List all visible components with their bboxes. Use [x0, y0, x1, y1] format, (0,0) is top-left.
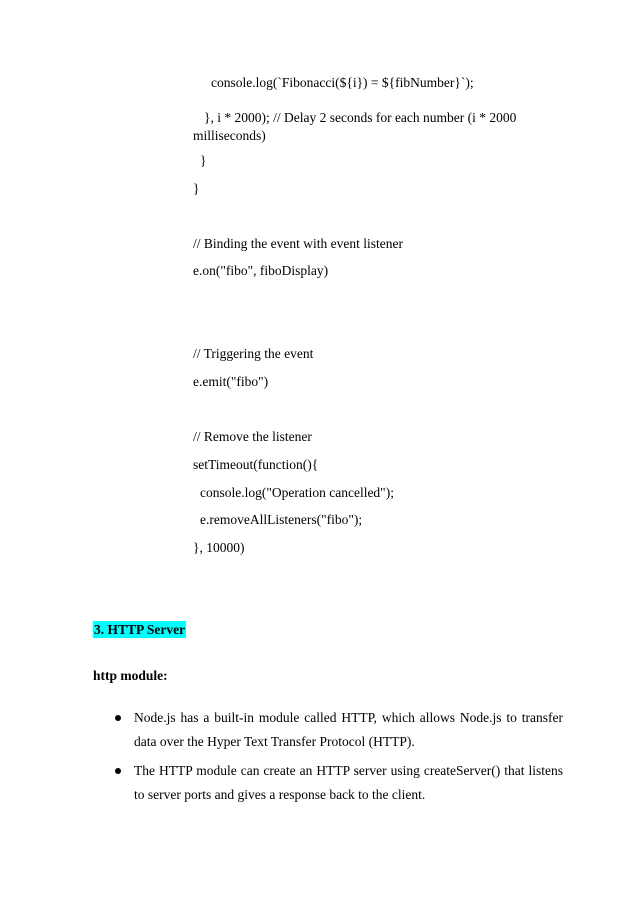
- code-comment-binding: // Binding the event with event listener: [193, 236, 403, 251]
- bullet-text: The HTTP module can create an HTTP server using createServer() that listens to server ports and gives a response back to the client.: [134, 763, 563, 802]
- code-line-milliseconds: milliseconds): [193, 128, 266, 143]
- list-item: [93, 706, 563, 754]
- code-line-remove-all-listeners: e.removeAllListeners("fibo");: [200, 512, 363, 527]
- bullet-icon: [115, 768, 121, 774]
- code-line-close-brace-outer: }: [193, 181, 200, 196]
- code-line-close-brace-inner: }: [200, 153, 207, 168]
- code-line-settimeout-open: setTimeout(function(){: [193, 457, 319, 472]
- subheading-http-module: http module:: [93, 668, 168, 683]
- section-heading-http-server: 3. HTTP Server: [94, 622, 186, 637]
- code-line-settimeout-close-10000: }, 10000): [193, 540, 245, 555]
- list-item: [93, 759, 563, 807]
- code-comment-triggering: // Triggering the event: [193, 346, 314, 361]
- code-line-e-emit: e.emit("fibo"): [193, 374, 269, 389]
- code-comment-remove-listener: // Remove the listener: [193, 429, 312, 444]
- code-line-console-log-cancelled: console.log("Operation cancelled");: [200, 485, 394, 500]
- bullet-icon: [115, 715, 121, 721]
- bullet-list: [93, 706, 563, 812]
- code-line-console-log-fibonacci: console.log(`Fibonacci(${i}) = ${fibNumber}`);: [211, 75, 474, 90]
- bullet-text: Node.js has a built-in module called HTTP, which allows Node.js to transfer data over the Hyper Text Transfer Protocol (HTTP).: [134, 710, 563, 749]
- code-line-e-on: e.on("fibo", fiboDisplay): [193, 263, 329, 278]
- code-line-settimeout-close: }, i * 2000); // Delay 2 seconds for each number (i * 2000: [204, 110, 517, 125]
